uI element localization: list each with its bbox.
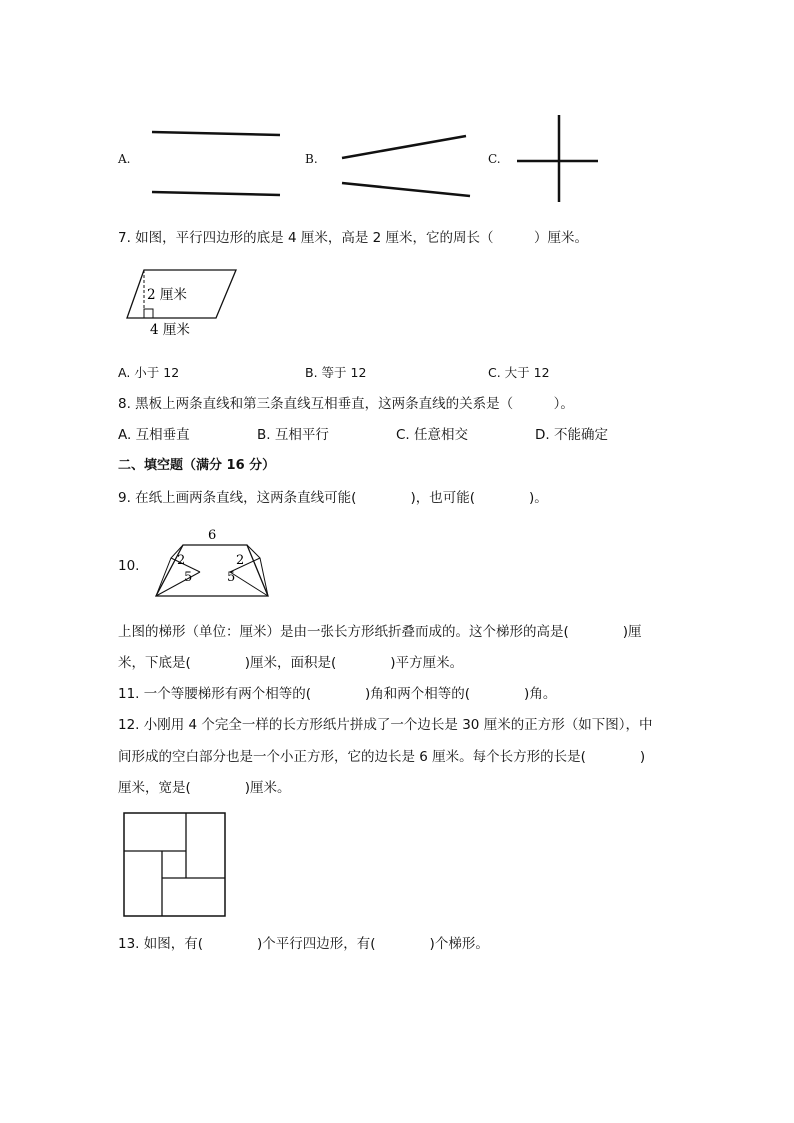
q7-option-c: C. 大于 12 (488, 365, 550, 380)
q7-option-a: A. 小于 12 (118, 365, 180, 380)
q10-text-line2: 米，下底是( )厘米，面积是( )平方厘米。 (118, 655, 464, 671)
q6-option-c-perpendicular-lines (512, 112, 604, 204)
q7-parallelogram-figure (124, 264, 244, 340)
q10-top-label: 6 (208, 528, 217, 543)
q8-option-c: C. 任意相交 (396, 427, 469, 443)
q6-option-b-intersecting-lines (338, 130, 474, 200)
q8-option-b: B. 互相平行 (257, 427, 329, 443)
q7-base-label: 4 厘米 (150, 322, 190, 338)
q7-text: 7. 如图，平行四边形的底是 4 厘米，高是 2 厘米，它的周长（ ）厘米。 (118, 230, 589, 246)
section-2-title: 二、填空题（满分 16 分） (118, 458, 276, 473)
q8-option-d: D. 不能确定 (535, 427, 608, 443)
q9-text: 9. 在纸上画两条直线，这两条直线可能( )，也可能( )。 (118, 490, 548, 506)
q10-number: 10. (118, 558, 140, 574)
q10-right-5-label: 5 (227, 570, 236, 585)
q7-height-label: 2 厘米 (147, 287, 187, 303)
q6-option-a-parallel-lines (148, 126, 284, 200)
q12-text-line3: 厘米，宽是( )厘米。 (118, 780, 291, 796)
q7-option-b: B. 等于 12 (305, 365, 367, 380)
q13-text: 13. 如图，有( )个平行四边形，有( )个梯形。 (118, 936, 489, 952)
q10-left-2-label: 2 (177, 553, 186, 568)
q6-option-b-label: B. (305, 152, 318, 166)
q10-folded-trapezoid-figure (150, 524, 274, 600)
q10-left-5-label: 5 (184, 570, 193, 585)
q10-text-line1: 上图的梯形（单位：厘米）是由一张长方形纸折叠而成的。这个梯形的高是( )厘 (118, 624, 642, 640)
q11-text: 11. 一个等腰梯形有两个相等的( )角和两个相等的( )角。 (118, 686, 557, 702)
q8-option-a: A. 互相垂直 (118, 427, 190, 443)
q12-text-line1: 12. 小刚用 4 个完全一样的长方形纸片拼成了一个边长是 30 厘米的正方形（如下图），中 (118, 717, 653, 733)
q8-text: 8. 黑板上两条直线和第三条直线互相垂直，这两条直线的关系是（ ）。 (118, 396, 574, 412)
q12-text-line2: 间形成的空白部分也是一个小正方形，它的边长是 6 厘米。每个长方形的长是( ) (118, 749, 646, 765)
q6-option-a-label: A. (118, 152, 131, 166)
q6-option-c-label: C. (488, 152, 501, 166)
q12-square-rectangles-figure (122, 811, 228, 919)
q10-right-2-label: 2 (236, 553, 245, 568)
